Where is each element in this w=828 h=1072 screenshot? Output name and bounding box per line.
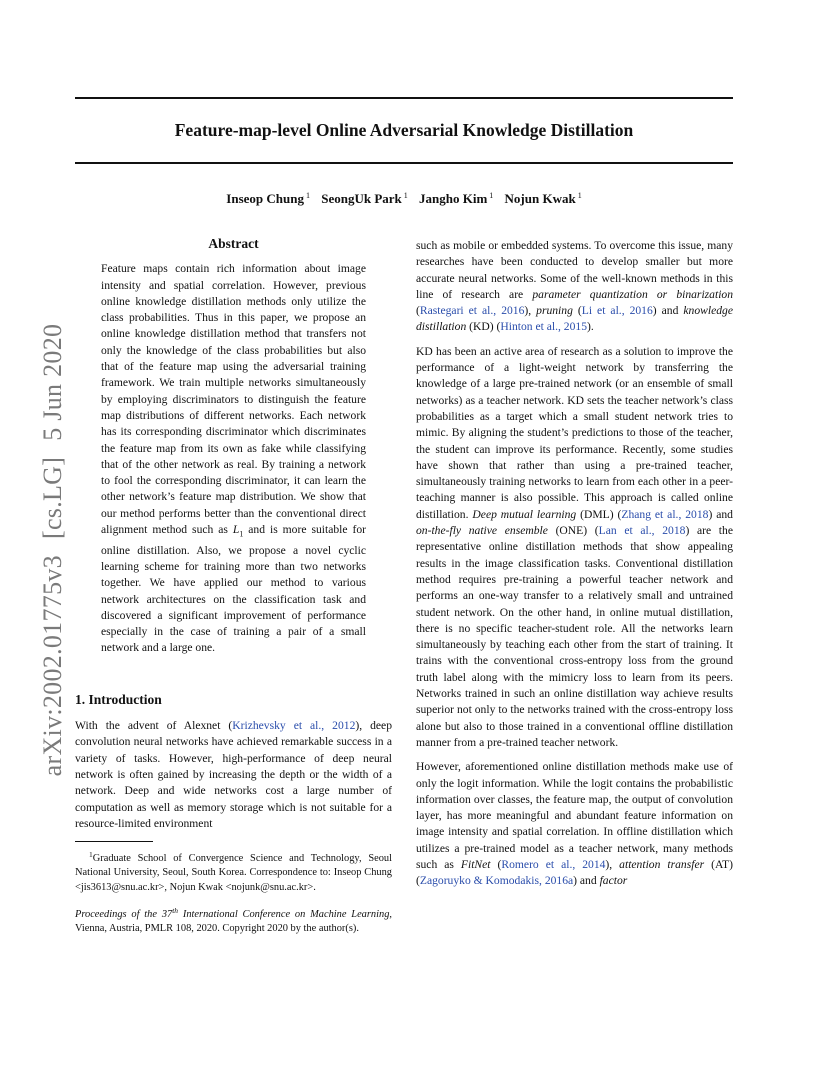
arxiv-identifier bbox=[38, 50, 68, 1050]
footnote-separator bbox=[75, 841, 153, 842]
citation-link[interactable]: Romero et al., 2014 bbox=[501, 857, 606, 871]
body-paragraph: However, aforementioned online distillation methods make use of only the logit information. While the logit contains the probabilistic information over classes, the feature map, the output of convolution layer, has more meaningful and abundant feature information on image intensity and spatial correlation. In offline distillation which utilizes a pre-trained model as a teacher network, many methods such as FitNet (Romero et al., 2014), attention transfer (AT) (Zagoruyko & Komodakis, 2016a) and factor bbox=[416, 760, 733, 888]
citation-link[interactable]: Rastegari et al., 2016 bbox=[419, 304, 525, 318]
citation-link[interactable]: Lan et al., 2018 bbox=[598, 524, 686, 538]
citation-link[interactable]: Hinton et al., 2015 bbox=[500, 320, 587, 334]
section-heading-introduction: 1. Introduction bbox=[75, 691, 162, 707]
body-paragraph: KD has been an active area of research as a solution to improve the performance of a light-weight network by transferring the knowledge of a large pre-trained network (or an ensemble of small networks) as a teacher network. KD sets the teacher network’s class probabilities as a target which a small student network tries to mimic. By aligning the student’s predictions to those of the teacher, the student can improve its performance. Recently, some studies have shown that rather than using a pre-trained teacher, simultaneously training networks to learn from each other in a peer-teaching manner is also possible. This approach is called online distillation. Deep mutual learning (DML) (Zhang et al., 2018) and on-the-fly native ensemble (ONE) (Lan et al., 2018) are the representative online distillation methods that show appealing results in the image classification tasks. Conventional distillation method requires pre-training a powerful teacher network and performs an one-way transfer to a relatively small and untrained student network. On the other hand, in online mutual distillation, there is no specific teacher-student role. All the networks learn simultaneously by teaching each other from the start of training. It trains with the conventional cross-entropy loss from the ground truth label along with the mimicry loss to learn from its peers. Networks trained in such an online distillation way achieve results superior not only to the networks trained with the cross-entropy loss alone but also to those trained in a conventional offline distillation manner from a pre-trained teacher network. bbox=[416, 344, 733, 749]
author: Jangho Kim $^1$ bbox=[419, 191, 494, 206]
arxiv-date: 5 Jun 2020 bbox=[38, 323, 67, 441]
affiliation-footnote: $^1$Graduate School of Convergence Science and Technology, Seoul National University, Seoul, South Korea. Correspondence to: Inseop Chung <jis3613@snu.ac.kr>, Nojun Kwak <nojunk@snu.ac.kr>. bbox=[75, 850, 392, 893]
paper-title: Feature-map-level Online Adversarial Knowledge Distillation bbox=[174, 120, 634, 140]
citation-link[interactable]: Krizhevsky et al., 2012 bbox=[232, 719, 356, 733]
citation-link[interactable]: Zagoruyko & Komodakis, 2016a bbox=[419, 874, 574, 888]
arxiv-category: [cs.LG] bbox=[38, 456, 67, 540]
citation-link[interactable]: Zhang et al., 2018 bbox=[621, 507, 709, 521]
author: Inseop Chung $^1$ bbox=[226, 191, 310, 206]
left-column bbox=[75, 236, 392, 936]
author: Nojun Kwak $^1$ bbox=[504, 191, 582, 206]
body-paragraph: such as mobile or embedded systems. To overcome this issue, many researches have been conducted to develop smaller but more accurate neural networks. Some of the well-known methods in this line of research are parameter quantization or binarization (Rastegari et al., 2016), pruning (Li et al., 2016) and knowledge distillation (KD) (Hinton et al., 2015). bbox=[416, 239, 734, 334]
title-rule-bottom bbox=[75, 162, 733, 164]
intro-paragraph: With the advent of Alexnet (Krizhevsky et al., 2012), deep convolution neural networks have achieved remarkable success in a variety of tasks. However, high-performance of deep neural network is often gained by increasing the depth or the width of a network. Deep and wide networks cost a large number of computation as well as memory storage which is not suitable for a resource-limited environment bbox=[75, 719, 392, 830]
title-rule-top bbox=[75, 97, 733, 99]
abstract-heading: Abstract bbox=[208, 236, 259, 251]
author-list bbox=[75, 191, 733, 207]
right-column bbox=[416, 238, 733, 890]
author: SeongUk Park $^1$ bbox=[321, 191, 408, 206]
abstract-text: Feature maps contain rich information about image intensity and spatial correlation. However, previous online knowledge distillation methods only utilize the class probabilities. Thus in this paper, we propose an online knowledge distillation method that transfers not only the knowledge of the class probabilities but also that of the feature map using the adversarial training framework. We train multiple networks simultaneously by employing discriminators to distinguish the feature map distributions of different networks. Each network has its corresponding discriminator which discriminates the feature map from its own as fake while classifying that of the other network as real. By training a network to fool the corresponding discriminator, it can learn the other network’s feature map distribution. We show that our method performs better than the conventional direct alignment method such as $L_1$ and is more suitable for online distillation. Also, we propose a novel cyclic learning scheme for training more than two networks together. We have applied our method to various network architectures on the classification task and discovered a significant improvement of performance especially in the case of training a pair of a small network and a large one. bbox=[101, 262, 366, 655]
citation-link[interactable]: Li et al., 2016 bbox=[581, 304, 653, 318]
proceedings-footnote: Proceedings of the 37th International Conference on Machine Learning, Vienna, Austria, PMLR 108, 2020. Copyright 2020 by the author(s). bbox=[75, 905, 393, 934]
arxiv-id: arXiv:2002.01775v3 bbox=[38, 555, 67, 777]
